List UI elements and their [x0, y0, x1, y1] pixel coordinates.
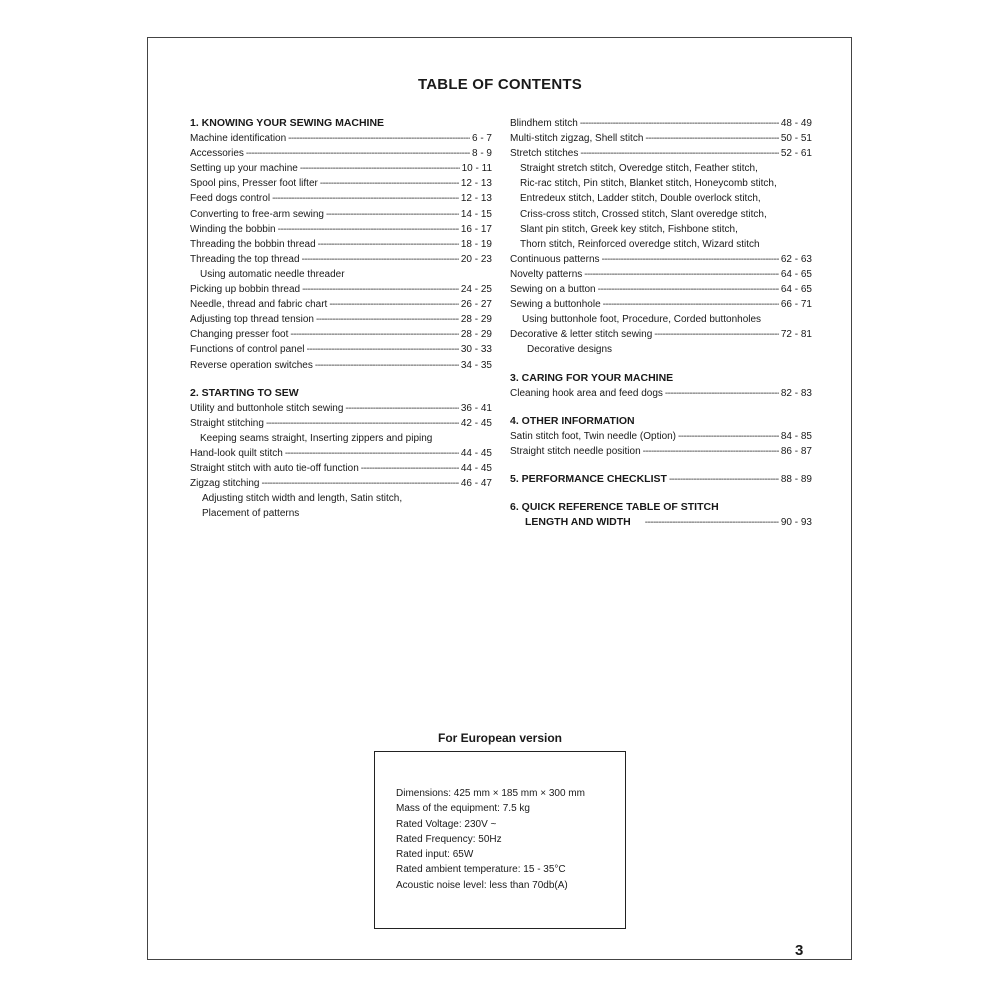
- section-heading: 2. STARTING TO SEW: [190, 386, 299, 399]
- toc-list: [510, 429, 812, 459]
- toc-entry-pages: 84 - 85: [780, 430, 812, 442]
- toc-entry[interactable]: [190, 131, 492, 146]
- toc-list: [190, 131, 492, 267]
- toc-subentry: Using automatic needle threader: [200, 268, 345, 280]
- toc-entry-label: Feed dogs control: [190, 193, 271, 205]
- toc-subentry: Slant pin stitch, Greek key stitch, Fishbone stitch,: [520, 223, 738, 235]
- dot-leader: [307, 342, 459, 357]
- toc-entry-label: Multi-stitch zigzag, Shell stitch: [510, 133, 644, 145]
- toc-subentry: Entredeux stitch, Ladder stitch, Double overlock stitch,: [520, 193, 761, 205]
- specs-list: [396, 786, 625, 893]
- toc-entry-pages: 82 - 83: [780, 387, 812, 399]
- dot-leader: [361, 461, 459, 476]
- toc-left-column: [190, 116, 492, 521]
- toc-entry[interactable]: [190, 358, 492, 373]
- spec-line: Rated Voltage: 230V ~: [396, 818, 497, 830]
- spec-line: Rated Frequency: 50Hz: [396, 833, 502, 845]
- toc-entry[interactable]: [510, 131, 812, 146]
- dot-leader: [285, 446, 459, 461]
- toc-entry-label: Straight stitch needle position: [510, 445, 641, 457]
- dot-leader: [290, 327, 458, 342]
- toc-entry-label: Sewing on a button: [510, 284, 596, 296]
- section-heading: 1. KNOWING YOUR SEWING MACHINE: [190, 117, 385, 129]
- section-heading: 3. CARING FOR YOUR MACHINE: [510, 371, 674, 384]
- toc-entry-pages: 90 - 93: [780, 517, 812, 529]
- toc-entry[interactable]: [510, 252, 812, 267]
- toc-entry[interactable]: [190, 312, 492, 327]
- dot-leader: [316, 312, 459, 327]
- toc-entry[interactable]: [190, 237, 492, 252]
- spec-line: Rated input: 65W: [396, 849, 474, 861]
- spec-line: Acoustic noise level: less than 70db(A): [396, 879, 568, 891]
- toc-subentry: Criss-cross stitch, Crossed stitch, Slant overedge stitch,: [520, 208, 767, 220]
- dot-leader: [598, 282, 779, 297]
- toc-entry-label: Accessories: [190, 148, 244, 160]
- dot-leader: [603, 297, 779, 312]
- dot-leader: [678, 429, 779, 444]
- toc-entry-label: Threading the bobbin thread: [190, 238, 316, 250]
- dot-leader: [272, 191, 459, 206]
- toc-entry-pages: 10 - 11: [461, 163, 492, 175]
- toc-entry-pages: 14 - 15: [460, 208, 492, 220]
- toc-entry-label: Functions of control panel: [190, 344, 305, 356]
- page-number: 3: [795, 942, 804, 959]
- toc-entry-label: Picking up bobbin thread: [190, 284, 301, 296]
- dot-leader: [278, 222, 459, 237]
- toc-entry-pages: 6 - 7: [471, 133, 492, 145]
- toc-entry[interactable]: [510, 267, 812, 282]
- toc-entry[interactable]: [190, 401, 492, 416]
- spec-line: Mass of the equipment: 7.5 kg: [396, 803, 530, 815]
- dot-leader: [320, 176, 459, 191]
- toc-subentry: Using buttonhole foot, Procedure, Corded buttonholes: [522, 314, 762, 326]
- toc-entry-label: Setting up your machine: [190, 163, 298, 175]
- toc-entry-pages: 24 - 25: [460, 284, 492, 296]
- toc-list: [510, 116, 812, 161]
- toc-section-entry[interactable]: [510, 515, 812, 530]
- spec-line: Dimensions: 425 mm × 185 mm × 300 mm: [396, 788, 585, 799]
- toc-entry-pages: 12 - 13: [460, 178, 492, 190]
- toc-section-entry[interactable]: [510, 472, 812, 487]
- toc-entry[interactable]: [510, 429, 812, 444]
- dot-leader: [329, 297, 459, 312]
- dot-leader: [261, 476, 458, 491]
- dot-leader: [645, 131, 778, 146]
- toc-entry-label: Machine identification: [190, 133, 287, 145]
- toc-entry[interactable]: [190, 342, 492, 357]
- toc-entry-pages: 28 - 29: [460, 329, 492, 341]
- european-specs-box: [374, 751, 626, 929]
- toc-entry-pages: 16 - 17: [460, 223, 492, 235]
- toc-subentry: Thorn stitch, Reinforced overedge stitch, Wizard stitch: [520, 238, 760, 250]
- toc-entry[interactable]: [190, 416, 492, 431]
- toc-entry[interactable]: [190, 476, 492, 491]
- dot-leader: [580, 116, 779, 131]
- dot-leader: [645, 515, 779, 530]
- toc-entry-label: Stretch stitches: [510, 148, 579, 160]
- toc-entry-label: Winding the bobbin: [190, 223, 276, 235]
- toc-entry[interactable]: [190, 282, 492, 297]
- toc-subentry: Keeping seams straight, Inserting zippers and piping: [200, 432, 433, 444]
- dot-leader: [654, 327, 779, 342]
- toc-subentry: Placement of patterns: [202, 508, 300, 520]
- european-version-title: For European version: [437, 731, 563, 745]
- toc-entry-label: Changing presser foot: [190, 329, 289, 341]
- toc-sublist: [510, 161, 812, 252]
- toc-entry-pages: 88 - 89: [780, 473, 812, 485]
- toc-entry-label: Spool pins, Presser foot lifter: [190, 178, 318, 190]
- toc-entry-label: Converting to free-arm sewing: [190, 208, 324, 220]
- toc-entry-label: Zigzag stitching: [190, 478, 260, 490]
- toc-entry-pages: 62 - 63: [780, 253, 812, 265]
- toc-entry[interactable]: [510, 327, 812, 342]
- toc-entry-pages: 12 - 13: [460, 193, 492, 205]
- toc-entry[interactable]: [190, 297, 492, 312]
- toc-entry[interactable]: [190, 207, 492, 222]
- toc-entry-label: Needle, thread and fabric chart: [190, 299, 328, 311]
- toc-entry-label: 5. PERFORMANCE CHECKLIST: [510, 472, 667, 485]
- dot-leader: [580, 146, 779, 161]
- toc-entry-pages: 46 - 47: [460, 478, 492, 490]
- toc-entry-pages: 30 - 33: [460, 344, 492, 356]
- dot-leader: [345, 401, 458, 416]
- toc-entry-pages: 52 - 61: [780, 148, 812, 160]
- dot-leader: [643, 444, 779, 459]
- toc-entry-label: Blindhem stitch: [510, 118, 578, 129]
- toc-entry[interactable]: [510, 146, 812, 161]
- dot-leader: [602, 252, 779, 267]
- toc-entry[interactable]: [190, 191, 492, 206]
- toc-entry-label: Continuous patterns: [510, 253, 600, 265]
- toc-right-column: [510, 116, 812, 530]
- dot-leader: [246, 146, 470, 161]
- toc-entry-pages: 26 - 27: [460, 299, 492, 311]
- toc-list: [190, 401, 492, 431]
- toc-entry-pages: 20 - 23: [460, 253, 492, 265]
- toc-entry-label: Sewing a buttonhole: [510, 299, 601, 311]
- toc-list: [190, 446, 492, 491]
- dot-leader: [326, 207, 459, 222]
- toc-entry[interactable]: [190, 176, 492, 191]
- toc-entry[interactable]: [510, 386, 812, 401]
- toc-entry-pages: 44 - 45: [460, 463, 492, 475]
- toc-entry-pages: 72 - 81: [780, 329, 812, 341]
- toc-entry-label: Reverse operation switches: [190, 359, 313, 371]
- toc-entry-pages: 64 - 65: [780, 268, 812, 280]
- dot-leader: [584, 267, 779, 282]
- dot-leader: [302, 252, 459, 267]
- toc-entry[interactable]: [190, 222, 492, 237]
- toc-entry-pages: 8 - 9: [471, 148, 492, 160]
- toc-entry-label: Threading the top thread: [190, 253, 300, 265]
- page-title: TABLE OF CONTENTS: [418, 76, 582, 93]
- toc-entry[interactable]: [510, 282, 812, 297]
- dot-leader: [318, 237, 459, 252]
- toc-entry-pages: 64 - 65: [780, 284, 812, 296]
- dot-leader: [669, 472, 779, 487]
- toc-entry[interactable]: [190, 461, 492, 476]
- toc-entry[interactable]: [190, 252, 492, 267]
- toc-entry-pages: 18 - 19: [460, 238, 492, 250]
- toc-entry-label: Utility and buttonhole stitch sewing: [190, 402, 344, 414]
- dot-leader: [315, 358, 459, 373]
- toc-entry-pages: 44 - 45: [460, 447, 492, 459]
- toc-entry[interactable]: [190, 446, 492, 461]
- section-heading: 4. OTHER INFORMATION: [510, 414, 635, 427]
- toc-subentry: Adjusting stitch width and length, Satin stitch,: [202, 493, 403, 505]
- toc-entry-pages: 86 - 87: [780, 445, 812, 457]
- toc-entry[interactable]: [510, 297, 812, 312]
- toc-entry[interactable]: [190, 146, 492, 161]
- toc-subentry: Straight stretch stitch, Overedge stitch, Feather stitch,: [520, 163, 758, 175]
- toc-entry[interactable]: [190, 327, 492, 342]
- toc-entry-pages: 48 - 49: [780, 118, 812, 129]
- toc-list: [190, 282, 492, 373]
- toc-entry-pages: 36 - 41: [460, 402, 492, 414]
- toc-entry[interactable]: [510, 444, 812, 459]
- toc-subentry: Ric-rac stitch, Pin stitch, Blanket stitch, Honeycomb stitch,: [520, 178, 777, 190]
- toc-entry-label: Satin stitch foot, Twin needle (Option): [510, 430, 677, 442]
- toc-entry-pages: 28 - 29: [460, 314, 492, 326]
- dot-leader: [665, 386, 779, 401]
- dot-leader: [266, 416, 459, 431]
- toc-entry-pages: 66 - 71: [780, 299, 812, 311]
- toc-entry-label: Adjusting top thread tension: [190, 314, 314, 326]
- toc-entry-label: Straight stitch with auto tie-off function: [190, 463, 359, 475]
- toc-entry-pages: 34 - 35: [460, 359, 492, 371]
- toc-entry-label: Hand-look quilt stitch: [190, 447, 283, 459]
- toc-entry-label: Novelty patterns: [510, 268, 583, 280]
- toc-entry-pages: 42 - 45: [460, 417, 492, 429]
- toc-entry[interactable]: [510, 116, 812, 131]
- toc-entry-label: Decorative & letter stitch sewing: [510, 329, 653, 341]
- toc-entry[interactable]: [190, 161, 492, 176]
- toc-entry-label: LENGTH AND WIDTH: [525, 516, 631, 529]
- toc-subentry: Decorative designs: [527, 344, 613, 356]
- toc-entry-label: Straight stitching: [190, 417, 264, 429]
- dot-leader: [302, 282, 459, 297]
- toc-entry-pages: 50 - 51: [780, 133, 812, 145]
- toc-list: [510, 252, 812, 312]
- section-heading: 6. QUICK REFERENCE TABLE OF STITCH: [510, 501, 719, 514]
- dot-leader: [288, 131, 470, 146]
- spec-line: Rated ambient temperature: 15 - 35°C: [396, 864, 566, 876]
- dot-leader: [300, 161, 460, 176]
- toc-entry-label: Cleaning hook area and feed dogs: [510, 387, 663, 399]
